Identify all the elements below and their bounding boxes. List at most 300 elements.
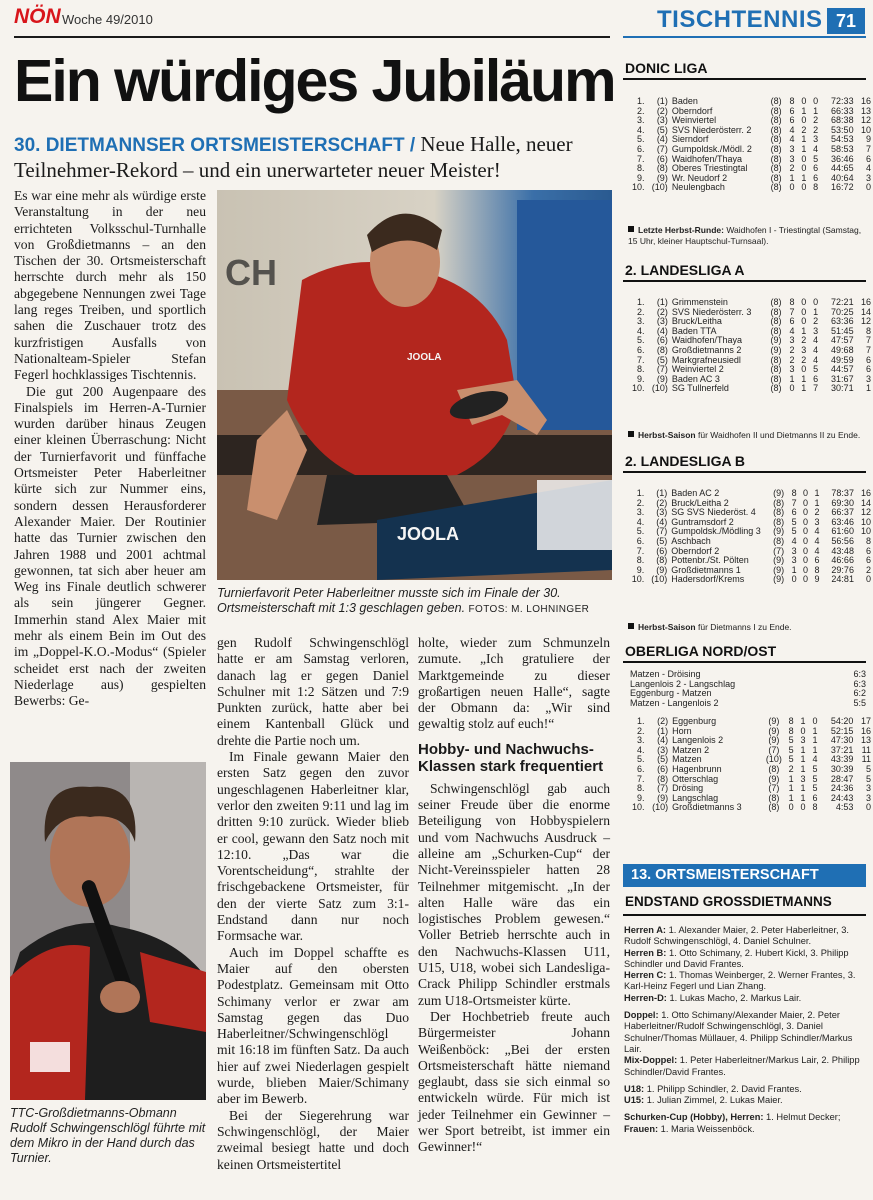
result-text: 1. Philipp Schindler, 2. David Frantes.: [644, 1083, 802, 1094]
table-cell: (7): [768, 744, 780, 755]
table-cell: 2: [865, 564, 871, 575]
article-headline: Ein würdiges Jubiläum: [14, 48, 615, 114]
table-cell: Weinviertel: [671, 115, 717, 126]
table-cell: 1: [812, 744, 818, 755]
table-cell: (9): [656, 373, 668, 384]
table-cell: 6: [813, 172, 819, 183]
table-cell: (4): [657, 735, 669, 746]
photo-caption-1: [217, 586, 612, 617]
table-cell: 6.: [636, 535, 645, 546]
result-category: U18:: [624, 1083, 645, 1094]
table-cell: 1: [800, 716, 806, 726]
table-cell: (8): [770, 115, 782, 126]
bullet-square-icon: [628, 431, 634, 437]
table-cell: 7.: [636, 354, 645, 365]
league-title-lb: 2. LANDESLIGA B: [625, 453, 746, 469]
table-cell: (9): [768, 725, 780, 736]
table-cell: (8): [656, 163, 668, 174]
table-cell: 1: [801, 383, 807, 394]
table-cell: 8: [813, 182, 819, 193]
table-cell: 8.: [637, 783, 645, 794]
table-cell: (7): [773, 545, 785, 556]
table-cell: 8: [789, 297, 795, 307]
table-cell: 5: [813, 153, 819, 164]
table-cell: (6): [656, 545, 668, 556]
table-cell: 1: [791, 564, 797, 575]
table-cell: (1): [657, 725, 669, 736]
table-cell: 0: [803, 535, 809, 546]
table-cell: 49:68: [831, 344, 854, 355]
table-cell: (8): [770, 124, 782, 135]
table-cell: (5): [656, 535, 668, 546]
table-cell: 1: [788, 783, 794, 794]
table-cell: 4: [789, 325, 795, 336]
table-cell: 2: [789, 354, 795, 365]
table-cell: (8): [773, 535, 785, 546]
table-cell: (8): [770, 182, 782, 193]
table-cell: 8.: [636, 555, 645, 566]
result-category: Frauen:: [624, 1123, 659, 1134]
championship-title: ENDSTAND GROSSDIETMANNS: [625, 894, 832, 909]
table-cell: 0: [800, 725, 806, 736]
table-cell: 63:46: [831, 516, 854, 527]
table-cell: 3.: [636, 316, 645, 327]
league-table-oberliga: [628, 717, 873, 813]
table-cell: 28:47: [830, 773, 854, 784]
table-cell: 1: [813, 306, 819, 317]
table-cell: Weinviertel 2: [671, 364, 724, 375]
table-cell: 10: [860, 516, 871, 527]
paragraph: Schwingenschlögl gab auch seiner Freude über die enorme Beteiligung von Hobbyspielern und vom Nachwuchs Ausdruck – alleine am „Schurken-Cup“ der Nicht-Vereinsspieler hatten 28 Teilnehmer mitgemischt. „In der alten Halle wäre das ein logistisches Problem gewesen.“ Voller Betrieb herrschte auch in den Nachwuchs-Klassen U11, U15, U18, wobei sich Landesliga-Crack Philipp Schindler erstmals zum U18-Ortsmeister kürte.: [418, 780, 610, 1008]
table-cell: 0: [801, 364, 807, 375]
table-cell: (8): [770, 306, 782, 317]
table-cell: 1: [801, 134, 807, 145]
championship-results: [624, 925, 866, 1141]
table-cell: 0: [803, 545, 809, 556]
table-cell: 1: [801, 105, 807, 116]
svg-text:CH: CH: [225, 252, 277, 293]
table-cell: (9): [773, 488, 785, 498]
table-cell: 0: [812, 716, 818, 726]
table-cell: 2: [789, 163, 795, 174]
table-cell: 66:33: [831, 105, 854, 116]
table-cell: 8: [791, 488, 797, 498]
table-cell: 6: [813, 163, 819, 174]
paragraph: Es war eine mehr als würdige erste Veranstaltung in der neu errichteten Volksschul-Turnhalle von Großdietmanns – an den Tischen der 30. Ortsmeisterschaft herrschte durch mehr als 150 abgegebene Nennungen zwei Tage lang reges Treiben, und sportlich sahen die Zuschauer trotz des kurzfristigen Ausfalls von Nationalteam-Spieler Stefan Fegerl hochklassiges Tischtennis.: [14, 188, 206, 383]
table-cell: 68:38: [831, 115, 854, 126]
table-cell: (8): [770, 316, 782, 327]
table-cell: 9: [814, 574, 820, 585]
table-cell: 2: [801, 335, 807, 346]
table-cell: 4: [813, 143, 819, 154]
oberliga-match-results: [628, 670, 868, 708]
table-cell: (1): [656, 297, 668, 307]
table-cell: 40:64: [831, 172, 854, 183]
divider: [623, 661, 866, 663]
result-text: 1. Julian Zimmel, 2. Lukas Maier.: [644, 1095, 783, 1106]
table-cell: (2): [656, 105, 668, 116]
table-cell: 2.: [637, 725, 645, 736]
table-cell: 0: [865, 182, 871, 193]
league-table-donic: [628, 97, 873, 193]
table-cell: 11: [861, 744, 871, 755]
table-cell: 3: [789, 143, 795, 154]
article-subheading: Hobby- und Nachwuchs-Klassen stark frequentiert: [418, 740, 604, 775]
table-cell: 2: [801, 124, 807, 135]
table-cell: Gumpoldsk./Mödl. 2: [671, 143, 752, 154]
result-category: Herren B:: [624, 947, 667, 958]
table-row: [628, 384, 873, 394]
league-title-donic: DONIC LIGA: [625, 60, 708, 76]
table-cell: SG Tullnerfeld: [671, 383, 729, 394]
table-cell: (8): [770, 364, 782, 375]
table-cell: 6.: [636, 143, 645, 154]
table-cell: 3: [791, 545, 797, 556]
results-group: [624, 1084, 866, 1107]
table-cell: 3: [801, 344, 807, 355]
league-note-lb: [628, 622, 868, 633]
table-cell: 24:36: [830, 783, 854, 794]
table-cell: Großdietmanns 1: [671, 564, 741, 575]
table-cell: 0: [813, 297, 819, 307]
result-category: Mix-Doppel:: [624, 1055, 678, 1066]
table-cell: 30:39: [830, 763, 854, 774]
match-teams: Eggenburg - Matzen: [630, 688, 712, 699]
table-cell: 0: [801, 163, 807, 174]
table-cell: 6: [789, 316, 795, 327]
table-cell: Bruck/Leitha: [671, 316, 722, 327]
table-cell: 7: [791, 497, 797, 508]
table-cell: 5.: [636, 526, 645, 537]
table-cell: 5: [865, 773, 871, 784]
table-cell: (8): [773, 497, 785, 508]
table-cell: 4: [791, 535, 797, 546]
photo-player-haberleitner: [217, 190, 612, 580]
table-cell: (10): [651, 182, 668, 193]
table-cell: 4: [812, 754, 818, 765]
table-cell: Gumpoldsk./Mödling 3: [671, 526, 761, 537]
table-cell: 36:46: [831, 153, 854, 164]
table-cell: 10: [860, 124, 871, 135]
table-cell: 5.: [636, 335, 645, 346]
table-cell: (6): [657, 763, 669, 774]
table-cell: 3: [813, 325, 819, 336]
table-cell: 1: [812, 725, 818, 736]
table-cell: 0: [803, 507, 809, 518]
table-cell: (8): [768, 802, 780, 813]
table-cell: Guntramsdorf 2: [671, 516, 734, 527]
table-cell: Drösing: [672, 783, 704, 794]
league-table-lb: [628, 489, 873, 585]
table-cell: 0: [803, 555, 809, 566]
photo-club-chairman: [10, 762, 206, 1100]
table-cell: 4:53: [835, 802, 854, 813]
table-cell: 0: [789, 182, 795, 193]
table-cell: 0: [865, 802, 871, 813]
table-cell: 51:45: [831, 325, 854, 336]
table-cell: 2: [813, 124, 819, 135]
result-text: 1. Thomas Weinberger, 2. Werner Frantes, 3. Karl-Heinz Fegerl und Lian Zhang.: [624, 970, 856, 992]
table-row: [628, 803, 873, 813]
match-row: [628, 699, 868, 709]
match-score: 6:3: [853, 678, 866, 689]
table-cell: 46:66: [831, 555, 854, 566]
bullet-square-icon: [628, 226, 634, 232]
table-cell: 1: [814, 497, 820, 508]
table-cell: (9): [656, 564, 668, 575]
table-cell: (10): [651, 574, 668, 585]
table-cell: 6: [812, 792, 818, 803]
table-cell: 1.: [636, 297, 645, 307]
table-cell: 47:30: [830, 735, 854, 746]
table-cell: Oberes Triestingtal: [671, 163, 748, 174]
table-cell: 0: [801, 182, 807, 193]
table-cell: 0: [865, 574, 871, 585]
table-cell: 5: [788, 754, 794, 765]
table-cell: (9): [768, 773, 780, 784]
table-cell: 3: [789, 364, 795, 375]
table-cell: 58:53: [831, 143, 854, 154]
paragraph: Der Hochbetrieb freute auch Bürgermeister Johann Weißenböck: „Bei der ersten Ortsmeisterschaft hätte niemand geglaubt, dass sie sich einmal so entwickeln würde. Für mich ist jeder Teilnehmer ein Gewinner – wer Sport betreibt, ist immer ein Gewinner!“: [418, 1008, 610, 1155]
table-cell: 5: [788, 744, 794, 755]
table-cell: Grimmenstein: [671, 297, 728, 307]
sidebar-header-divider: [623, 36, 866, 38]
table-cell: (8): [770, 163, 782, 174]
table-cell: 2: [788, 763, 794, 774]
result-category: Herren C:: [624, 970, 667, 981]
table-cell: 5.: [637, 754, 645, 765]
table-cell: 49:59: [831, 354, 854, 365]
table-cell: 43:39: [830, 754, 854, 765]
table-cell: 17: [860, 716, 871, 726]
table-cell: 5: [813, 364, 819, 375]
table-cell: 7: [865, 143, 871, 154]
table-cell: 6: [813, 373, 819, 384]
table-cell: Oberndorf: [671, 105, 713, 116]
divider: [623, 78, 866, 80]
table-cell: 6.: [637, 763, 645, 774]
table-cell: (2): [657, 716, 669, 726]
table-cell: 4: [813, 354, 819, 365]
table-cell: Baden AC 2: [671, 488, 720, 498]
table-cell: (7): [768, 783, 780, 794]
section-title: TISCHTENNIS: [657, 6, 823, 33]
table-cell: 4: [814, 535, 820, 546]
table-cell: 6: [814, 555, 820, 566]
table-cell: 7: [865, 335, 871, 346]
table-cell: 1: [801, 325, 807, 336]
table-cell: 8: [788, 725, 794, 736]
table-cell: 1: [800, 763, 806, 774]
table-cell: SVS Niederösterr. 3: [671, 306, 752, 317]
championship-banner: 13. ORTSMEISTERSCHAFT: [623, 864, 866, 887]
table-cell: (9): [768, 735, 780, 746]
table-cell: 5: [791, 516, 797, 527]
table-cell: Großdietmanns 2: [671, 344, 742, 355]
table-cell: 30:71: [831, 383, 854, 394]
article-column-2: [217, 635, 409, 1173]
table-cell: 4: [865, 163, 871, 174]
table-cell: 9.: [637, 792, 645, 803]
table-cell: 5: [812, 763, 818, 774]
table-cell: Pottenbr./St. Pölten: [671, 555, 749, 566]
table-cell: 12: [860, 115, 871, 126]
table-cell: 8.: [636, 163, 645, 174]
table-cell: (9): [657, 792, 669, 803]
table-cell: (9): [773, 526, 785, 537]
table-cell: 8: [865, 325, 871, 336]
table-cell: 47:57: [831, 335, 854, 346]
table-cell: 11: [861, 754, 871, 765]
table-cell: (1): [656, 488, 668, 498]
table-cell: 3: [814, 516, 820, 527]
result-text: 1. Otto Schimany, 2. Hubert Kickl, 3. Philipp Schindler und David Frantes.: [624, 947, 849, 969]
table-cell: 2: [813, 115, 819, 126]
table-cell: (8): [770, 172, 782, 183]
table-cell: 0: [789, 383, 795, 394]
table-cell: 5: [865, 763, 871, 774]
table-cell: Waidhofen/Thaya: [671, 153, 743, 164]
table-cell: (10): [652, 802, 669, 813]
table-cell: 44:57: [831, 364, 854, 375]
table-row: [628, 183, 873, 193]
table-cell: 3: [789, 335, 795, 346]
table-cell: Eggenburg: [672, 716, 717, 726]
table-cell: Großdietmanns 3: [672, 802, 742, 813]
table-cell: 7: [789, 306, 795, 317]
table-cell: 4: [814, 526, 820, 537]
table-cell: (8): [656, 555, 668, 566]
table-cell: (8): [770, 383, 782, 394]
table-cell: 54:20: [830, 716, 854, 726]
note-text: Waidhofen I - Triestingtal (Samstag, 15 Uhr, kleiner Hauptschul-Turnsaal).: [628, 225, 862, 246]
table-cell: 3: [800, 773, 806, 784]
table-cell: 2.: [636, 497, 645, 508]
match-score: 6:2: [853, 688, 866, 699]
result-text: 1. Maria Weissenböck.: [658, 1123, 755, 1134]
table-cell: 16:72: [831, 182, 854, 193]
result-text: 1. Helmut Decker;: [763, 1112, 841, 1123]
photo-credit: FOTOS: M. LOHNINGER: [468, 604, 590, 615]
caption-text: Turnierfavorit Peter Haberleitner musste sich im Finale der 30. Ortsmeisterschaft mit 1:3 geschlagen geben.: [217, 586, 561, 615]
result-text: 1. Peter Haberleitner/Markus Lair, 2. Philipp Schindler/David Frantes.: [624, 1055, 860, 1077]
table-cell: Bruck/Leitha 2: [671, 497, 729, 508]
table-cell: 1: [788, 773, 794, 784]
paragraph: holte, wieder zum Schmunzeln zumute. „Ich gratuliere der Marktgemeinde zu dieser großartigen neuen Halle“, sagte der Obmann da: „Wir sind gewaltig stolz auf euch!“: [418, 635, 610, 732]
table-cell: 63:36: [831, 316, 854, 327]
table-cell: (1): [656, 96, 668, 106]
issue-week: Woche 49/2010: [62, 12, 153, 27]
table-cell: 4: [814, 545, 820, 556]
table-cell: (5): [656, 124, 668, 135]
paragraph: Auch im Doppel schaffte es Maier auf den obersten Podestplatz. Gemeinsam mit Otto Schimany verlor er zwar am Samstag gegen das Duo Haberleitner/Schwingenschlögl mit 16:18 im fünften Satz. Da auch hier auf zwei Niederlagen gespielt wurde, blieben Maier/Schimany aber im Bewerb.: [217, 944, 409, 1107]
table-cell: 3: [789, 153, 795, 164]
table-cell: 5: [791, 526, 797, 537]
table-cell: 4: [813, 344, 819, 355]
table-cell: 3: [865, 783, 871, 794]
table-cell: (9): [770, 335, 782, 346]
table-cell: SG SVS Niederöst. 4: [671, 507, 756, 518]
table-cell: 3.: [636, 115, 645, 126]
result-category: Herren-D:: [624, 992, 667, 1003]
table-cell: (9): [770, 344, 782, 355]
table-cell: Neulengbach: [671, 182, 725, 193]
table-cell: 6: [865, 153, 871, 164]
table-cell: (10): [651, 383, 668, 394]
table-cell: 6: [865, 364, 871, 375]
table-cell: 0: [803, 526, 809, 537]
table-cell: (4): [656, 134, 668, 145]
result-category: Schurken-Cup (Hobby), Herren:: [624, 1112, 764, 1123]
table-cell: 5: [812, 773, 818, 784]
table-cell: 2.: [636, 306, 645, 317]
table-cell: Langenlois 2: [672, 735, 724, 746]
table-cell: Waidhofen/Thaya: [671, 335, 743, 346]
table-cell: (7): [656, 143, 668, 154]
table-cell: 0: [788, 802, 794, 813]
match-teams: Matzen - Dröising: [630, 669, 701, 679]
table-cell: 37:21: [830, 744, 854, 755]
table-cell: (3): [657, 744, 669, 755]
table-cell: 1: [801, 143, 807, 154]
article-kicker: 30. DIETMANNSER ORTSMEISTERSCHAFT /: [14, 135, 416, 156]
table-cell: 0: [803, 574, 809, 585]
table-cell: 4.: [636, 325, 645, 336]
table-cell: Matzen 2: [672, 744, 710, 755]
match-teams: Langenlois 2 - Langschlag: [630, 678, 736, 689]
table-cell: (10): [765, 754, 782, 765]
table-cell: Horn: [672, 725, 692, 736]
table-cell: Hadersdorf/Krems: [671, 574, 745, 585]
results-group: [624, 1010, 866, 1078]
table-cell: 9: [865, 134, 871, 145]
result-category: U15:: [624, 1095, 645, 1106]
table-cell: 2: [789, 344, 795, 355]
table-cell: 9.: [636, 564, 645, 575]
table-cell: 1: [812, 735, 818, 746]
table-cell: 1: [801, 373, 807, 384]
table-cell: 72:21: [831, 297, 854, 307]
table-cell: 1: [800, 792, 806, 803]
table-cell: 78:37: [831, 488, 854, 498]
table-cell: 0: [801, 316, 807, 327]
table-cell: 3: [865, 792, 871, 803]
table-cell: (7): [657, 783, 669, 794]
table-cell: (8): [770, 297, 782, 307]
table-cell: 0: [803, 497, 809, 508]
table-cell: 13: [860, 105, 871, 116]
table-cell: Sierndorf: [671, 134, 709, 145]
league-note-la: [628, 430, 868, 441]
table-cell: 56:56: [831, 535, 854, 546]
table-cell: 12: [860, 507, 871, 518]
table-cell: 3: [813, 134, 819, 145]
table-cell: 9.: [636, 373, 645, 384]
table-cell: 0: [803, 564, 809, 575]
table-cell: (8): [768, 763, 780, 774]
table-cell: 10: [860, 526, 871, 537]
table-cell: 70:25: [831, 306, 854, 317]
table-cell: 2: [813, 316, 819, 327]
table-cell: 1.: [636, 488, 645, 498]
table-cell: 4: [813, 335, 819, 346]
table-cell: (7): [656, 526, 668, 537]
table-cell: 29:76: [831, 564, 854, 575]
table-cell: 61:60: [831, 526, 854, 537]
table-cell: Aschbach: [671, 535, 711, 546]
table-cell: Hagenbrunn: [672, 763, 722, 774]
table-cell: 5.: [636, 134, 645, 145]
